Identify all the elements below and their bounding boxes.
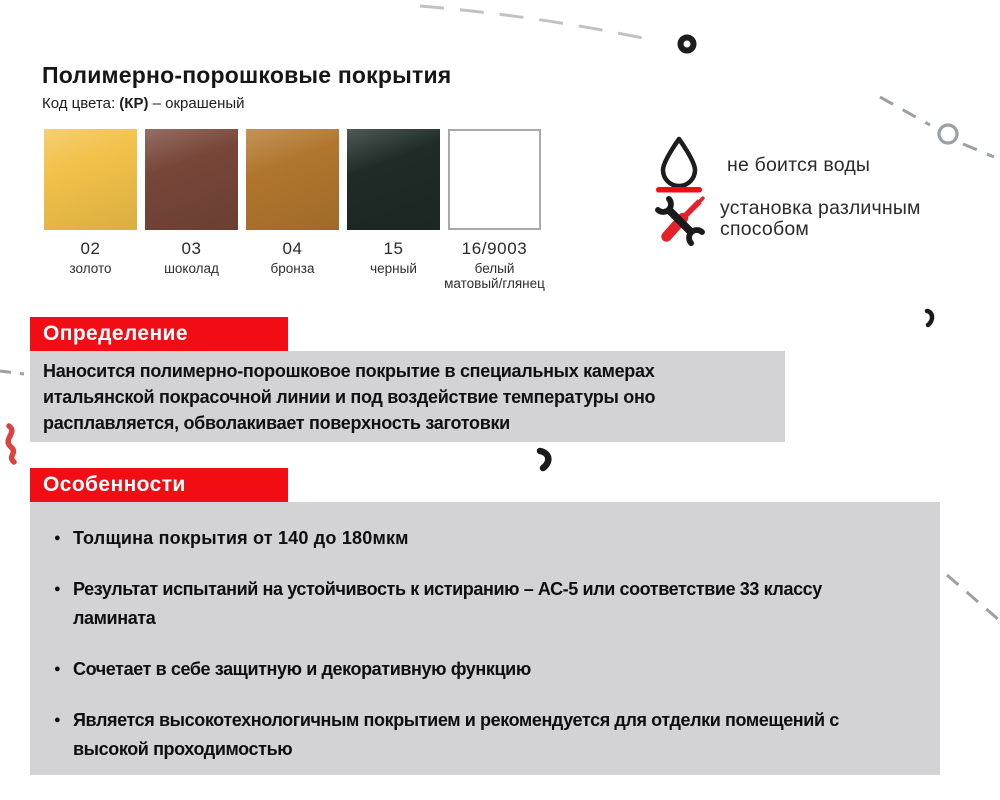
ring-decoration: [939, 125, 957, 143]
water-drop-icon: [655, 134, 703, 196]
color-code-subtitle: [42, 95, 451, 112]
tools-icon: [652, 194, 708, 248]
swatch-name: золото: [69, 261, 112, 276]
page-title: Полимерно-порошковые покрытия: [42, 62, 452, 88]
feature-item: ● Сочетает в себе защитную и декоративную функцию: [54, 655, 884, 684]
feature-item: ● Результат испытаний на устойчивость к истиранию – АС-5 или соответствие 33 классу ламината: [54, 575, 884, 633]
feature-item: ● Толщина покрытия от 140 до 180мкм: [54, 524, 884, 553]
dashed-line-left: [0, 371, 24, 374]
swatch-name: черный: [370, 261, 417, 276]
comma-mark-large: [540, 451, 548, 468]
comma-mark-small: [927, 311, 932, 325]
swatch-name: шоколад: [164, 261, 219, 276]
benefit-label: не боится воды: [727, 153, 871, 176]
features-panel: [30, 502, 940, 775]
subtitle-code: (КР): [119, 95, 149, 112]
subtitle-prefix: Код цвета:: [42, 95, 116, 112]
swatch-chocolate: [145, 129, 238, 291]
benefit-water: [655, 134, 870, 196]
swatch-bronze: [246, 129, 339, 291]
benefit-installation: [652, 194, 958, 248]
swatch-color: [448, 129, 541, 230]
swatch-name: белый: [474, 261, 515, 276]
swatch-color: [347, 129, 440, 230]
color-palette: [44, 129, 545, 291]
donut-dot: [681, 38, 694, 51]
swatch-gold: [44, 129, 137, 291]
swatch-code: 16/9003: [461, 239, 528, 258]
definition-heading-banner: [30, 317, 288, 351]
swatch-code: 15: [383, 239, 404, 258]
swatch-name: бронза: [270, 261, 315, 276]
swatch-code: 04: [282, 239, 303, 258]
dashed-curve-top: [420, 6, 652, 40]
section-heading: Особенности: [43, 473, 186, 496]
section-heading: Определение: [43, 322, 188, 345]
dashed-line-right-top: [880, 97, 930, 125]
red-squiggle: [8, 426, 14, 462]
swatch-code: 02: [80, 239, 101, 258]
header: [42, 62, 451, 112]
swatch-black: [347, 129, 440, 291]
swatch-white: [444, 129, 545, 291]
swatch-color: [145, 129, 238, 230]
features-list: [54, 524, 910, 764]
feature-item: ● Является высокотехнологичным покрытием и рекомендуется для отделки помещений с высокой проходимостью: [54, 706, 884, 764]
definition-text: Наносится полимерно-порошковое покрытие в специальных камерах итальянской покрасочной линии и под воздействие температуры оно расплавляется, обволакивает поверхность заготовки: [43, 361, 656, 433]
dashed-line-right-top-2: [963, 144, 994, 157]
swatch-code: 03: [181, 239, 202, 258]
swatch-color: [44, 129, 137, 230]
subtitle-suffix: – окрашеный: [152, 95, 245, 112]
swatch-name-line2: матовый/глянец: [444, 276, 545, 291]
features-heading-banner: [30, 468, 288, 502]
definition-panel: [30, 351, 785, 442]
benefit-label: установка различным способом: [720, 197, 921, 240]
dashed-line-bottom-right: [947, 575, 999, 620]
swatch-color: [246, 129, 339, 230]
